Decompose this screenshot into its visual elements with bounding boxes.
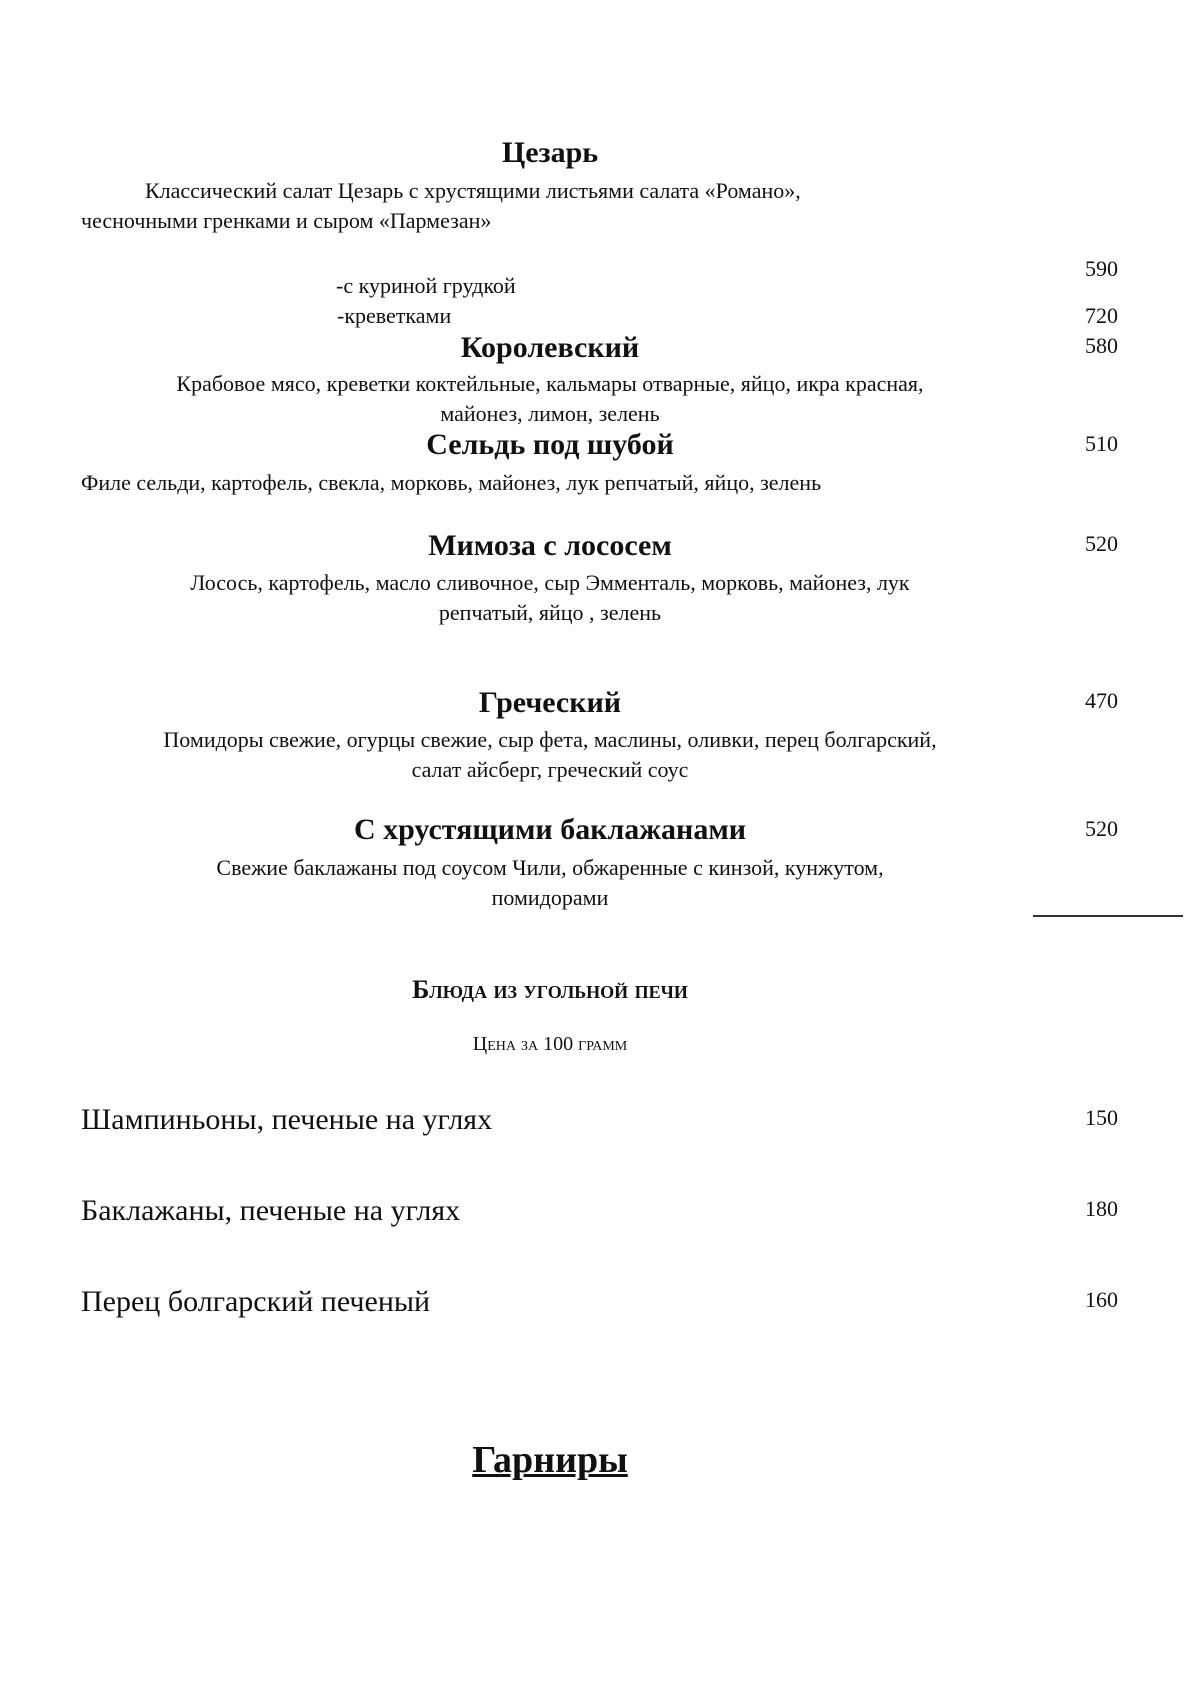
dish-title-royal: Королевский — [460, 331, 640, 364]
dish-desc-greek-line1: Помидоры свежие, огурцы свежие, сыр фета, маслины, оливки, перец болгарский, — [163, 727, 937, 752]
dish-title-greek: Греческий — [478, 686, 622, 719]
dish-desc-caesar-line2: чесночными гренками и сыром «Пармезан» — [81, 208, 492, 233]
dish-price-herring: 510 — [1085, 431, 1118, 456]
grill-item-price: 160 — [1085, 1287, 1118, 1312]
dish-desc-royal-line1: Крабовое мясо, креветки коктейльные, кальмары отварные, яйцо, икра красная, — [176, 371, 924, 396]
dish-desc-royal-line2: майонез, лимон, зелень — [440, 401, 660, 426]
variant-price-chicken: 590 — [1085, 256, 1118, 281]
dish-title-herring: Сельдь под шубой — [426, 428, 674, 461]
dish-price-eggplant: 520 — [1085, 816, 1118, 841]
dish-price-greek: 470 — [1085, 688, 1118, 713]
grill-item-label: Шампиньоны, печеные на углях — [81, 1103, 493, 1136]
section-subtitle-grill: Цена за 100 грамм — [472, 1033, 628, 1055]
dish-desc-herring: Филе сельди, картофель, свекла, морковь, майонез, лук репчатый, яйцо, зелень — [81, 470, 822, 495]
section-title-garnish: Гарниры — [472, 1439, 628, 1481]
divider-line — [1033, 915, 1183, 917]
dish-title-eggplant: С хрустящими баклажанами — [353, 813, 747, 846]
dish-desc-greek-line2: салат айсберг, греческий соус — [411, 757, 689, 782]
dish-desc-mimosa-line1: Лосось, картофель, масло сливочное, сыр Эмменталь, морковь, майонез, лук — [190, 570, 910, 595]
dish-price-royal: 580 — [1085, 333, 1118, 358]
variant-label-shrimp: -креветками — [337, 303, 452, 328]
variant-label-chicken: -с куриной грудкой — [336, 273, 516, 298]
grill-item-label: Баклажаны, печеные на углях — [81, 1194, 461, 1227]
variant-price-shrimp: 720 — [1085, 303, 1118, 328]
dish-title-caesar: Цезарь — [501, 136, 599, 169]
grill-item-price: 180 — [1085, 1196, 1118, 1221]
dish-desc-eggplant-line1: Свежие баклажаны под соусом Чили, обжаренные с кинзой, кунжутом, — [216, 855, 884, 880]
dish-desc-caesar-line1: Классический салат Цезарь с хрустящими листьями салата «Романо», — [145, 178, 801, 203]
section-title-grill: Блюда из угольной печи — [412, 975, 688, 1004]
grill-item-price: 150 — [1085, 1105, 1118, 1130]
dish-desc-eggplant-line2: помидорами — [491, 885, 609, 910]
dish-price-mimosa: 520 — [1085, 531, 1118, 556]
dish-title-mimosa: Мимоза с лососем — [428, 529, 672, 562]
grill-item-label: Перец болгарский печеный — [81, 1285, 431, 1318]
dish-desc-mimosa-line2: репчатый, яйцо , зелень — [438, 600, 662, 625]
